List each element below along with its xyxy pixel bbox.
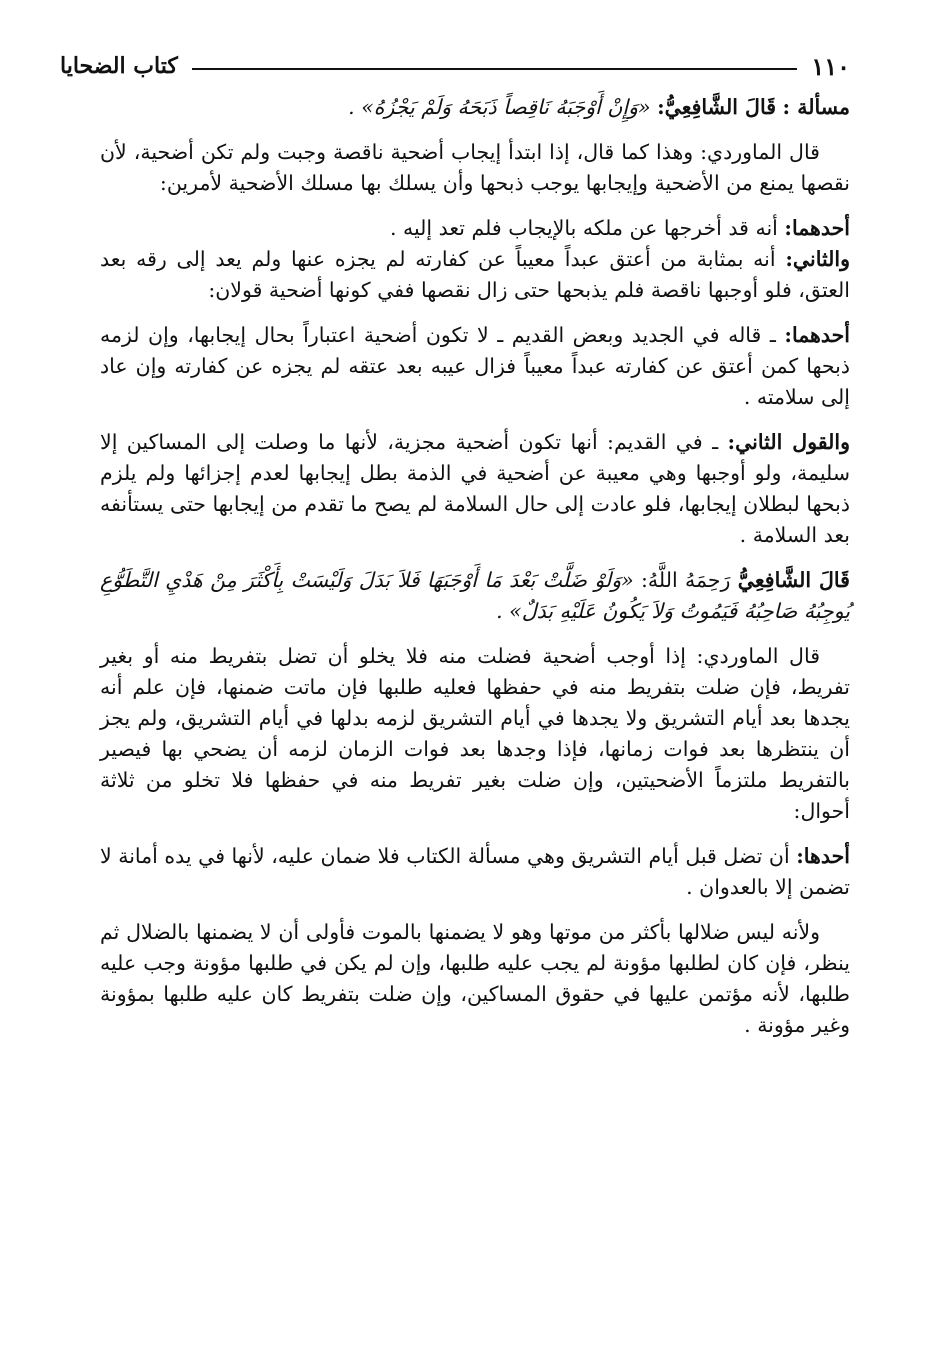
shafii-quote: «وَإِنْ أَوْجَبَهُ نَاقِصاً ذَبَحَهُ وَلَمْ يَجْزُهُ» .: [348, 95, 651, 119]
paragraph-first-case: [100, 841, 850, 903]
paragraph-lead: أحدها:: [796, 844, 850, 868]
shafii-speaker: قَالَ الشَّافِعِيُّ: [737, 568, 850, 592]
paragraph-lead: والقول الثاني:: [727, 430, 850, 454]
paragraph-text: أنه بمثابة من أعتق عبداً معيباً عن كفارته لم يجزه عنها ولم يعد إلى رقه بعد العتق، فلو أوجبها ناقصة فلم يذبحها حتى زال نقصها ففي كونها أضحية قولان:: [100, 247, 850, 302]
masala-label: مسألة :: [782, 95, 850, 119]
page-header: [60, 48, 850, 84]
paragraph-text: قال الماوردي: وهذا كما قال، إذا ابتدأ إيجاب أضحية ناقصة وجبت ولم تكن أضحية، لأن نقصها يمنع من الأضحية وإيجابها يوجب ذبحها وأن يسلك بها مسلك الأضحية لأمرين:: [100, 140, 850, 195]
paragraph-first-opinion: [100, 320, 850, 413]
shafii-quote: «وَلَوْ ضَلَّتْ بَعْدَ مَا أَوْجَبَهَا فَلاَ بَدَلَ وَلَيْسَتْ بِأَكْثَرَ مِنْ هَدْيِ التَّطَوُّعِ يُوجِبُهُ صَاحِبُهُ فَيَمُوتُ وَلاَ يَكُونُ عَلَيْهِ بَدَلٌ» .: [100, 568, 850, 623]
paragraph-masala: [100, 92, 850, 123]
paragraph-second-opinion: [100, 427, 850, 551]
paragraph-first-reason: [100, 213, 850, 244]
paragraph-text: قال الماوردي: إذا أوجب أضحية فضلت منه فلا يخلو أن تضل بتفريط منه أو بغير تفريط، فإن ضلت بتفريط منه في حفظها فعليه طلبها فإن ماتت ضمنها، فإن علم أنه يجدها بعد أيام التشريق ولا يجدها في أيام التشريق لزمه بدلها في أيام التشريق، ولم يجز أن ينتظرها بعد فوات زمانها، فإذا وجدها بعد فوات الزمان لزمه أن يضحي بها فيصير بالتفريط ملتزماً الأضحيتين، وإن ضلت بغير تفريط منه في حفظها فلا تخلو من ثلاثة أحوال:: [100, 644, 850, 823]
running-title: كتاب الضحايا: [60, 53, 178, 79]
shafii-speaker: قَالَ الشَّافِعِيُّ:: [657, 95, 776, 119]
page-number: ١١٠: [811, 51, 850, 81]
paragraph-shafii-2: [100, 565, 850, 627]
paragraph-text: ـ قاله في الجديد وبعض القديم ـ لا تكون أضحية اعتباراً بحال إيجابها، وإن لزمه ذبحها كمن أعتق عن كفارته عبداً معيباً فزال عيبه بعد عتقه لم يجزه عن كفارته وإن عاد إلى سلامته .: [100, 323, 850, 409]
page-body: [100, 92, 850, 1331]
paragraph-text: أنه قد أخرجها عن ملكه بالإيجاب فلم تعد إليه .: [389, 216, 778, 240]
paragraph-mawardi-2: [100, 641, 850, 827]
paragraph-mawardi-1: [100, 137, 850, 199]
paragraph-text: ولأنه ليس ضلالها بأكثر من موتها وهو لا يضمنها بالموت فأولى أن لا يضمنها بالضلال ثم ينظر، فإن كان لطلبها مؤونة لم يجب عليه طلبها، وإن لم يكن في طلبها مؤونة وجب عليه طلبها، لأنه مؤتمن عليها في حقوق المساكين، وإن ضلت بتفريط كان عليه طلبها بمؤونة وغير مؤونة .: [100, 920, 850, 1037]
paragraph-lead: والثاني:: [785, 247, 850, 271]
paragraph-lead: أحدهما:: [784, 323, 850, 347]
paragraph-text: أن تضل قبل أيام التشريق وهي مسألة الكتاب فلا ضمان عليه، لأنها في يده أمانة لا تضمن إلا بالعدوان .: [100, 844, 850, 899]
paragraph-lead: أحدهما:: [784, 216, 850, 240]
paragraph-conclusion: [100, 917, 850, 1041]
paragraph-second-reason: [100, 244, 850, 306]
header-rule: [192, 68, 798, 70]
paragraph-text: ـ في القديم: أنها تكون أضحية مجزية، لأنها ما وصلت إلى المساكين إلا سليمة، ولو أوجبها وهي معيبة عن أضحية في الذمة بطل إيجابها لعدم إجزائها ولم يلزم ذبحها لبطلان إيجابها، فلو عادت إلى حال السلامة لم يصح ما تقدم من إيجابها حتى يستأنفه بعد السلامة .: [100, 430, 850, 547]
speaker-tail: رَحِمَهُ اللَّهُ:: [641, 568, 731, 592]
